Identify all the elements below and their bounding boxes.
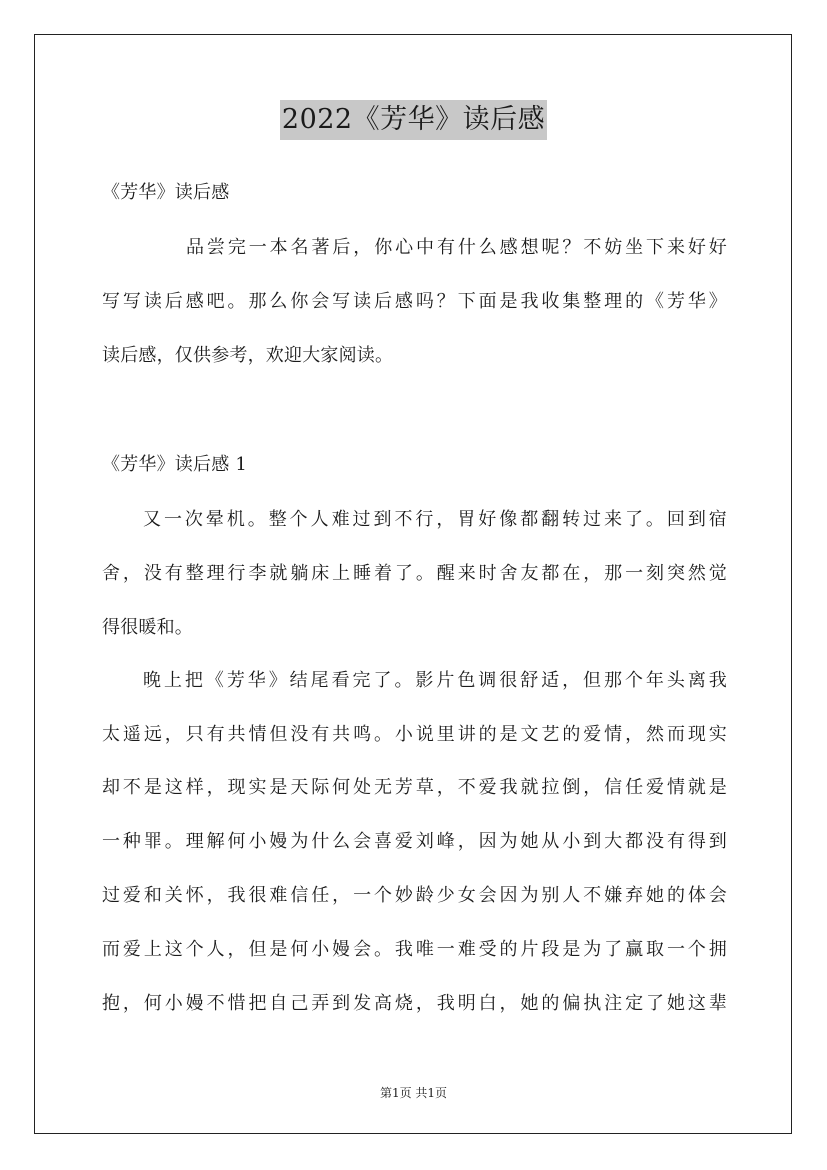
document-title: 2022《芳华》读后感 <box>280 100 547 140</box>
para2-line-1: 晚上把《芳华》结尾看完了。影片色调很舒适，但那个年头离我 <box>143 670 727 691</box>
para1-line-3: 得很暖和。 <box>102 617 193 638</box>
para1-line-2: 舍，没有整理行李就躺床上睡着了。醒来时舍友都在，那一刻突然觉 <box>102 563 727 584</box>
para1-line-1: 又一次晕机。整个人难过到不行，胃好像都翻转过来了。回到宿 <box>143 509 727 530</box>
intro-line-1: 品尝完一本名著后，你心中有什么感想呢？不妨坐下来好好 <box>186 237 727 258</box>
intro-line-3: 读后感，仅供参考，欢迎大家阅读。 <box>102 345 394 366</box>
para2-line-3: 却不是这样，现实是天际何处无芳草，不爱我就拉倒，信任爱情就是 <box>102 777 727 798</box>
para2-line-6: 而爱上这个人，但是何小嫚会。我唯一难受的片段是为了赢取一个拥 <box>102 939 727 960</box>
para2-line-5: 过爱和关怀，我很难信任，一个妙龄少女会因为别人不嫌弃她的体会 <box>102 885 727 906</box>
title-wrapper <box>0 100 827 140</box>
page-footer: 第1页 共1页 <box>379 1086 448 1100</box>
para2-line-7: 抱，何小嫚不惜把自己弄到发高烧，我明白，她的偏执注定了她这辈 <box>102 993 727 1014</box>
subtitle: 《芳华》读后感 <box>102 182 230 203</box>
para2-line-4: 一种罪。理解何小嫚为什么会喜爱刘峰，因为她从小到大都没有得到 <box>102 831 727 852</box>
para2-line-2: 太遥远，只有共情但没有共鸣。小说里讲的是文艺的爱情，然而现实 <box>102 724 727 745</box>
intro-line-2: 写写读后感吧。那么你会写读后感吗？下面是我收集整理的《芳华》 <box>102 291 727 312</box>
section-heading-1: 《芳华》读后感 1 <box>102 454 247 475</box>
